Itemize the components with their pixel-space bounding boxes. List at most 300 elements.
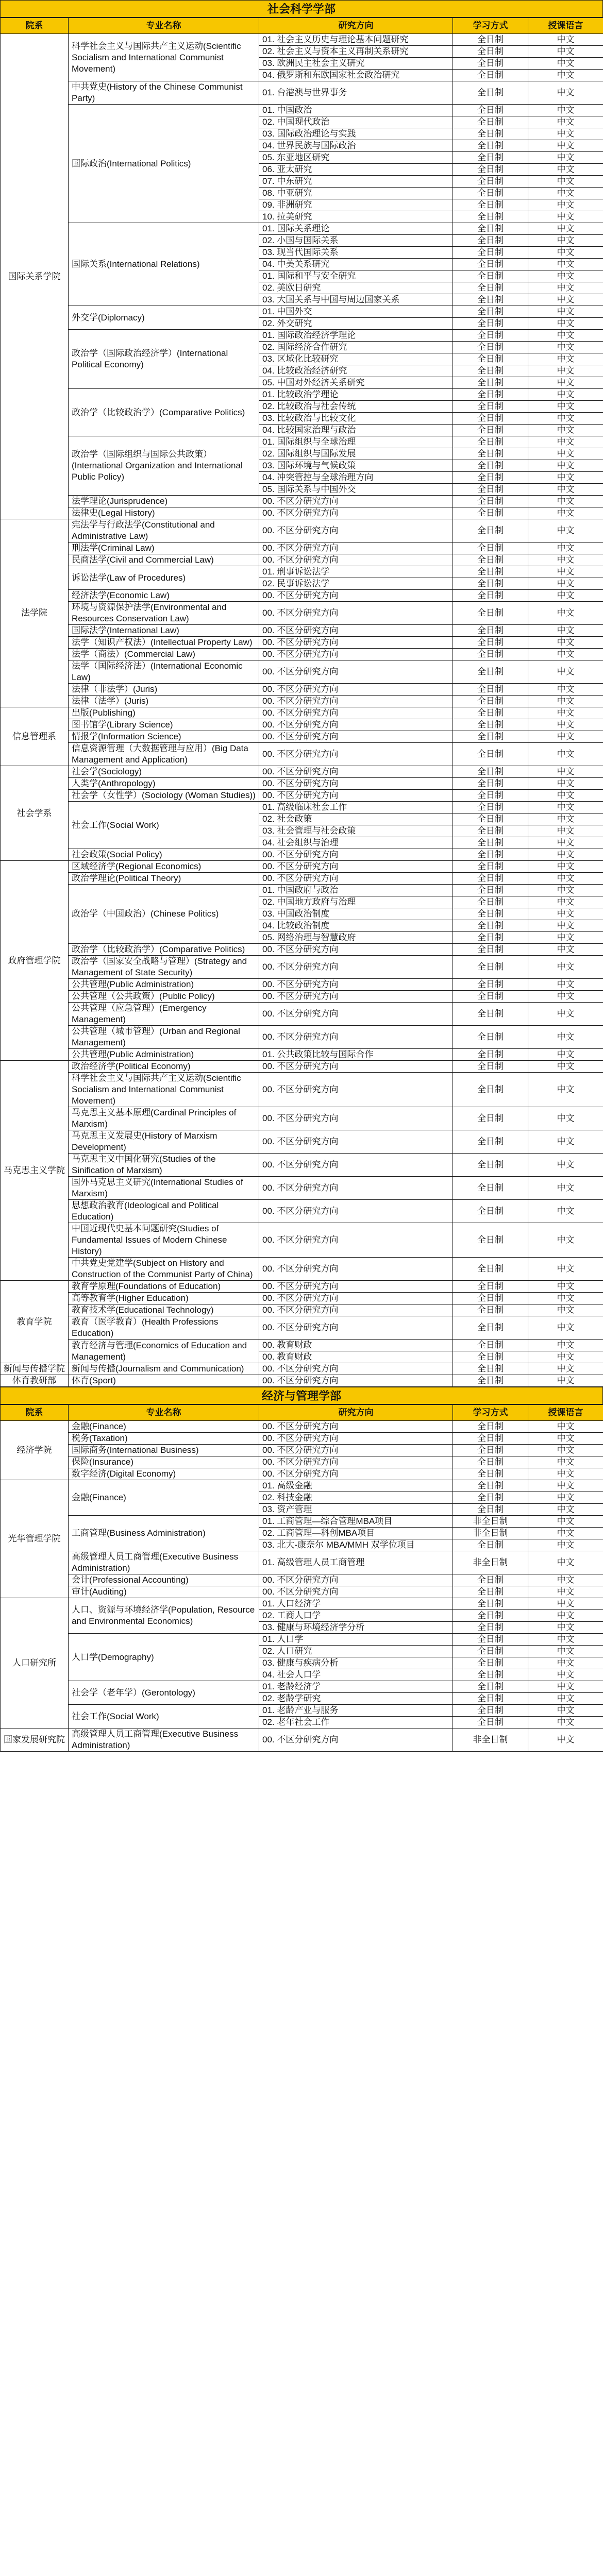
study-mode-cell: 全日制 [453,1598,528,1610]
study-mode-cell: 全日制 [453,1492,528,1504]
major-cell: 社会工作(Social Work) [69,802,259,849]
major-cell: 法律（法学）(Juris) [69,696,259,707]
language-cell: 中文 [528,1468,603,1480]
study-mode-cell: 全日制 [453,128,528,140]
direction-cell: 01. 国际和平与安全研究 [259,270,453,282]
table-row [1,991,603,1003]
table-row [1,81,603,105]
study-mode-cell: 全日制 [453,1657,528,1669]
direction-cell: 02. 国际组织与国际发展 [259,448,453,460]
direction-cell: 00. 不区分研究方向 [259,1363,453,1375]
language-cell: 中文 [528,235,603,247]
department-cell: 新闻与传播学院 [1,1363,69,1375]
study-mode-cell: 全日制 [453,1634,528,1646]
language-cell: 中文 [528,176,603,188]
language-cell: 中文 [528,1340,603,1351]
section-title: 经济与管理学部 [0,1387,603,1404]
major-cell: 社会工作(Social Work) [69,1705,259,1728]
language-cell: 中文 [528,1363,603,1375]
major-cell: 审计(Auditing) [69,1586,259,1598]
table-row [1,566,603,578]
direction-cell: 00. 不区分研究方向 [259,684,453,696]
direction-cell: 07. 中东研究 [259,176,453,188]
study-mode-cell: 全日制 [453,105,528,116]
language-cell: 中文 [528,436,603,448]
table-row [1,1421,603,1433]
major-cell: 政治学（国际政治经济学）(International Political Economy) [69,330,259,389]
direction-cell: 00. 不区分研究方向 [259,707,453,719]
direction-cell: 05. 网络治理与智慧政府 [259,932,453,944]
table-row [1,707,603,719]
language-cell: 中文 [528,566,603,578]
direction-cell: 00. 不区分研究方向 [259,507,453,519]
direction-cell: 00. 不区分研究方向 [259,731,453,743]
major-cell: 政治学（国家安全战略与管理）(Strategy and Management of State Security) [69,956,259,979]
table-row [1,719,603,731]
language-cell: 中文 [528,46,603,58]
direction-cell: 04. 社会人口学 [259,1669,453,1681]
major-cell: 金融(Finance) [69,1421,259,1433]
language-cell: 中文 [528,802,603,814]
major-cell: 公共管理（应急管理）(Emergency Management) [69,1003,259,1026]
table-row [1,590,603,602]
study-mode-cell: 全日制 [453,944,528,956]
table-row [1,1468,603,1480]
major-cell: 公共管理(Public Administration) [69,979,259,991]
direction-cell: 01. 高级管理人员工商管理 [259,1551,453,1574]
language-cell: 中文 [528,140,603,152]
major-cell: 税务(Taxation) [69,1433,259,1445]
direction-cell: 01. 台港澳与世界事务 [259,81,453,105]
direction-cell: 09. 非洲研究 [259,199,453,211]
table-row [1,649,603,660]
direction-cell: 05. 中国对外经济关系研究 [259,377,453,389]
study-mode-cell: 全日制 [453,825,528,837]
language-cell: 中文 [528,1610,603,1622]
direction-cell: 01. 国际组织与全球治理 [259,436,453,448]
direction-cell: 00. 不区分研究方向 [259,861,453,873]
direction-cell: 02. 科技金融 [259,1492,453,1504]
study-mode-cell: 全日制 [453,908,528,920]
study-mode-cell: 全日制 [453,1223,528,1258]
table-row [1,1586,603,1598]
direction-cell: 04. 社会组织与治理 [259,837,453,849]
direction-cell: 02. 中国地方政府与治理 [259,896,453,908]
direction-cell: 00. 不区分研究方向 [259,743,453,766]
table-body [1,1421,603,1752]
column-header: 学习方式 [453,1405,528,1421]
direction-cell: 05. 东亚地区研究 [259,152,453,164]
language-cell: 中文 [528,944,603,956]
language-cell: 中文 [528,270,603,282]
direction-cell: 01. 中国政治 [259,105,453,116]
table-row [1,979,603,991]
major-cell: 国外马克思主义研究(International Studies of Marxism) [69,1177,259,1200]
major-cell: 人口学(Demography) [69,1634,259,1681]
direction-cell: 01. 人口经济学 [259,1598,453,1610]
language-cell: 中文 [528,188,603,199]
language-cell: 中文 [528,448,603,460]
study-mode-cell: 全日制 [453,152,528,164]
study-mode-cell: 全日制 [453,1717,528,1728]
study-mode-cell: 全日制 [453,164,528,176]
major-cell: 政治学理论(Political Theory) [69,873,259,885]
department-cell: 法学院 [1,519,69,707]
direction-cell: 00. 不区分研究方向 [259,956,453,979]
direction-cell: 10. 拉美研究 [259,211,453,223]
language-cell: 中文 [528,425,603,436]
language-cell: 中文 [528,507,603,519]
major-cell: 马克思主义中国化研究(Studies of the Sinification of Marxism) [69,1154,259,1177]
language-cell: 中文 [528,70,603,81]
study-mode-cell: 全日制 [453,1480,528,1492]
language-cell: 中文 [528,825,603,837]
study-mode-cell: 全日制 [453,1177,528,1200]
major-cell: 科学社会主义与国际共产主义运动(Scientific Socialism and International Communist Movement) [69,1073,259,1107]
direction-cell: 00. 不区分研究方向 [259,719,453,731]
direction-cell: 00. 不区分研究方向 [259,649,453,660]
direction-cell: 00. 不区分研究方向 [259,873,453,885]
study-mode-cell: 全日制 [453,1433,528,1445]
table-body [1,34,603,1387]
department-cell: 体育教研部 [1,1375,69,1387]
study-mode-cell: 全日制 [453,1107,528,1130]
direction-cell: 00. 不区分研究方向 [259,1177,453,1200]
table-row [1,1026,603,1049]
study-mode-cell: 全日制 [453,270,528,282]
direction-cell: 03. 健康与环境经济学分析 [259,1622,453,1634]
study-mode-cell: 全日制 [453,282,528,294]
study-mode-cell: 全日制 [453,306,528,318]
study-mode-cell: 全日制 [453,460,528,472]
direction-cell: 02. 社会政策 [259,814,453,825]
study-mode-cell: 全日制 [453,294,528,306]
direction-cell: 03. 比较政治与比较文化 [259,413,453,425]
direction-cell: 00. 不区分研究方向 [259,1728,453,1752]
table-row [1,1340,603,1351]
language-cell: 中文 [528,472,603,484]
language-cell: 中文 [528,389,603,401]
study-mode-cell: 全日制 [453,896,528,908]
study-mode-cell: 全日制 [453,625,528,637]
column-header: 研究方向 [259,1405,453,1421]
language-cell: 中文 [528,1258,603,1281]
language-cell: 中文 [528,247,603,259]
direction-cell: 00. 不区分研究方向 [259,519,453,543]
study-mode-cell: 非全日制 [453,1551,528,1574]
major-cell: 思想政治教育(Ideological and Political Education) [69,1200,259,1223]
direction-cell: 00. 不区分研究方向 [259,979,453,991]
major-cell: 社会学（女性学）(Sociology (Woman Studies)) [69,790,259,802]
table-row [1,554,603,566]
study-mode-cell: 全日制 [453,920,528,932]
study-mode-cell: 全日制 [453,484,528,496]
language-cell: 中文 [528,282,603,294]
direction-cell: 00. 不区分研究方向 [259,1421,453,1433]
table-row [1,507,603,519]
language-cell: 中文 [528,1528,603,1539]
table-row [1,496,603,507]
major-cell: 教育技术学(Educational Technology) [69,1304,259,1316]
direction-cell: 04. 中美关系研究 [259,259,453,270]
direction-cell: 01. 刑事诉讼法学 [259,566,453,578]
direction-cell: 02. 民事诉讼法学 [259,578,453,590]
direction-cell: 00. 不区分研究方向 [259,1456,453,1468]
major-cell: 教育经济与管理(Economics of Education and Management) [69,1340,259,1363]
study-mode-cell: 全日制 [453,1586,528,1598]
header-row [1,18,603,34]
language-cell: 中文 [528,211,603,223]
column-header: 学习方式 [453,18,528,34]
language-cell: 中文 [528,1351,603,1363]
major-cell: 出版(Publishing) [69,707,259,719]
direction-cell: 02. 社会主义与资本主义再制关系研究 [259,46,453,58]
study-mode-cell: 全日制 [453,330,528,342]
table-row [1,1107,603,1130]
direction-cell: 03. 国际环境与气候政策 [259,460,453,472]
major-cell: 体育(Sport) [69,1375,259,1387]
study-mode-cell: 全日制 [453,719,528,731]
major-cell: 社会学(Sociology) [69,766,259,778]
major-cell: 环境与资源保护法学(Environmental and Resources Conservation Law) [69,602,259,625]
language-cell: 中文 [528,199,603,211]
study-mode-cell: 全日制 [453,1421,528,1433]
direction-cell: 00. 不区分研究方向 [259,496,453,507]
direction-cell: 03. 资产管理 [259,1504,453,1516]
language-cell: 中文 [528,1456,603,1468]
table-row [1,849,603,861]
department-cell: 经济学院 [1,1421,69,1480]
language-cell: 中文 [528,1480,603,1492]
direction-cell: 04. 俄罗斯和东欧国家社会政治研究 [259,70,453,81]
department-cell: 马克思主义学院 [1,1061,69,1281]
major-cell: 情报学(Information Science) [69,731,259,743]
study-mode-cell: 全日制 [453,684,528,696]
study-mode-cell: 全日制 [453,1316,528,1340]
major-cell: 会计(Professional Accounting) [69,1574,259,1586]
direction-cell: 05. 国际关系与中国外交 [259,484,453,496]
language-cell: 中文 [528,1433,603,1445]
study-mode-cell: 全日制 [453,199,528,211]
direction-cell: 00. 不区分研究方向 [259,944,453,956]
table-row [1,1073,603,1107]
study-mode-cell: 全日制 [453,1456,528,1468]
study-mode-cell: 全日制 [453,507,528,519]
section-title: 社会科学学部 [0,0,603,18]
study-mode-cell: 全日制 [453,247,528,259]
department-cell: 人口研究所 [1,1598,69,1728]
language-cell: 中文 [528,778,603,790]
study-mode-cell: 全日制 [453,1375,528,1387]
program-table [0,1404,603,1752]
table-header [1,18,603,34]
direction-cell: 00. 不区分研究方向 [259,778,453,790]
study-mode-cell: 全日制 [453,211,528,223]
direction-cell: 08. 中亚研究 [259,188,453,199]
language-cell: 中文 [528,401,603,413]
study-mode-cell: 全日制 [453,790,528,802]
language-cell: 中文 [528,719,603,731]
direction-cell: 03. 欧洲民主社会主义研究 [259,58,453,70]
table-row [1,1456,603,1468]
major-cell: 区域经济学(Regional Economics) [69,861,259,873]
study-mode-cell: 全日制 [453,743,528,766]
table-row [1,766,603,778]
study-mode-cell: 全日制 [453,1061,528,1073]
language-cell: 中文 [528,637,603,649]
department-cell: 社会学系 [1,766,69,861]
major-cell: 经济法学(Economic Law) [69,590,259,602]
direction-cell: 00. 不区分研究方向 [259,590,453,602]
language-cell: 中文 [528,223,603,235]
major-cell: 法学（商法）(Commercial Law) [69,649,259,660]
study-mode-cell: 全日制 [453,1669,528,1681]
language-cell: 中文 [528,81,603,105]
study-mode-cell: 全日制 [453,472,528,484]
study-mode-cell: 全日制 [453,814,528,825]
table-row [1,602,603,625]
language-cell: 中文 [528,1421,603,1433]
language-cell: 中文 [528,766,603,778]
direction-cell: 01. 高级金融 [259,1480,453,1492]
language-cell: 中文 [528,707,603,719]
study-mode-cell: 全日制 [453,578,528,590]
language-cell: 中文 [528,1551,603,1574]
language-cell: 中文 [528,1061,603,1073]
department-cell: 政府管理学院 [1,861,69,1061]
major-cell: 数字经济(Digital Economy) [69,1468,259,1480]
language-cell: 中文 [528,1681,603,1693]
major-cell: 金融(Finance) [69,1480,259,1516]
study-mode-cell: 全日制 [453,649,528,660]
study-mode-cell: 全日制 [453,496,528,507]
table-row [1,1363,603,1375]
study-mode-cell: 全日制 [453,1363,528,1375]
study-mode-cell: 全日制 [453,1622,528,1634]
direction-cell: 01. 公共政策比较与国际合作 [259,1049,453,1061]
direction-cell: 00. 不区分研究方向 [259,1258,453,1281]
language-cell: 中文 [528,849,603,861]
language-cell: 中文 [528,460,603,472]
language-cell: 中文 [528,1445,603,1456]
major-cell: 刑法学(Criminal Law) [69,543,259,554]
study-mode-cell: 全日制 [453,1049,528,1061]
major-cell: 工商管理(Business Administration) [69,1516,259,1551]
language-cell: 中文 [528,602,603,625]
major-cell: 法律史(Legal History) [69,507,259,519]
language-cell: 中文 [528,1281,603,1293]
major-cell: 政治学（比较政治学）(Comparative Politics) [69,944,259,956]
language-cell: 中文 [528,1177,603,1200]
study-mode-cell: 全日制 [453,342,528,353]
direction-cell: 00. 不区分研究方向 [259,1154,453,1177]
table-header [1,1405,603,1421]
direction-cell: 01. 国际关系理论 [259,223,453,235]
study-mode-cell: 全日制 [453,1504,528,1516]
language-cell: 中文 [528,1657,603,1669]
direction-cell: 00. 不区分研究方向 [259,1026,453,1049]
column-header: 专业名称 [69,1405,259,1421]
study-mode-cell: 全日制 [453,1154,528,1177]
table-row [1,223,603,235]
direction-cell: 02. 比较政治与社会传统 [259,401,453,413]
language-cell: 中文 [528,496,603,507]
direction-cell: 04. 比较政治经济研究 [259,365,453,377]
language-cell: 中文 [528,814,603,825]
major-cell: 国际法学(International Law) [69,625,259,637]
language-cell: 中文 [528,1539,603,1551]
major-cell: 新闻与传播(Journalism and Communication) [69,1363,259,1375]
study-mode-cell: 全日制 [453,837,528,849]
language-cell: 中文 [528,1107,603,1130]
table-row [1,743,603,766]
direction-cell: 00. 不区分研究方向 [259,766,453,778]
language-cell: 中文 [528,294,603,306]
direction-cell: 01. 社会主义历史与理论基本问题研究 [259,34,453,46]
language-cell: 中文 [528,1622,603,1634]
language-cell: 中文 [528,105,603,116]
study-mode-cell: 全日制 [453,188,528,199]
language-cell: 中文 [528,991,603,1003]
study-mode-cell: 全日制 [453,696,528,707]
major-cell: 法律（非法学）(Juris) [69,684,259,696]
study-mode-cell: 非全日制 [453,1728,528,1752]
language-cell: 中文 [528,1504,603,1516]
column-header: 授课语言 [528,1405,603,1421]
table-row [1,1445,603,1456]
major-cell: 中共党史党建学(Subject on History and Construction of the Communist Party of China) [69,1258,259,1281]
table-row [1,1375,603,1387]
language-cell: 中文 [528,116,603,128]
table-row [1,625,603,637]
table-row [1,1154,603,1177]
study-mode-cell: 全日制 [453,116,528,128]
direction-cell: 00. 不区分研究方向 [259,602,453,625]
language-cell: 中文 [528,885,603,896]
direction-cell: 00. 不区分研究方向 [259,1130,453,1154]
major-cell: 高级管理人员工商管理(Executive Business Administration) [69,1551,259,1574]
language-cell: 中文 [528,58,603,70]
study-mode-cell: 全日制 [453,365,528,377]
language-cell: 中文 [528,1598,603,1610]
study-mode-cell: 全日制 [453,519,528,543]
department-cell: 国际关系学院 [1,34,69,519]
table-row [1,436,603,448]
language-cell: 中文 [528,625,603,637]
major-cell: 公共管理(Public Administration) [69,1049,259,1061]
direction-cell: 00. 不区分研究方向 [259,1304,453,1316]
major-cell: 民商法学(Civil and Commercial Law) [69,554,259,566]
direction-cell: 06. 亚太研究 [259,164,453,176]
study-mode-cell: 全日制 [453,731,528,743]
table-row [1,660,603,684]
study-mode-cell: 全日制 [453,802,528,814]
table-row [1,1634,603,1646]
language-cell: 中文 [528,1130,603,1154]
language-cell: 中文 [528,1375,603,1387]
major-cell: 中共党史(History of the Chinese Communist Party) [69,81,259,105]
table-row [1,790,603,802]
department-cell: 光华管理学院 [1,1480,69,1598]
study-mode-cell: 全日制 [453,81,528,105]
direction-cell: 00. 不区分研究方向 [259,849,453,861]
study-mode-cell: 全日制 [453,849,528,861]
language-cell: 中文 [528,790,603,802]
direction-cell: 00. 不区分研究方向 [259,1433,453,1445]
language-cell: 中文 [528,649,603,660]
major-cell: 教育学原理(Foundations of Education) [69,1281,259,1293]
direction-cell: 04. 比较国家治理与政治 [259,425,453,436]
